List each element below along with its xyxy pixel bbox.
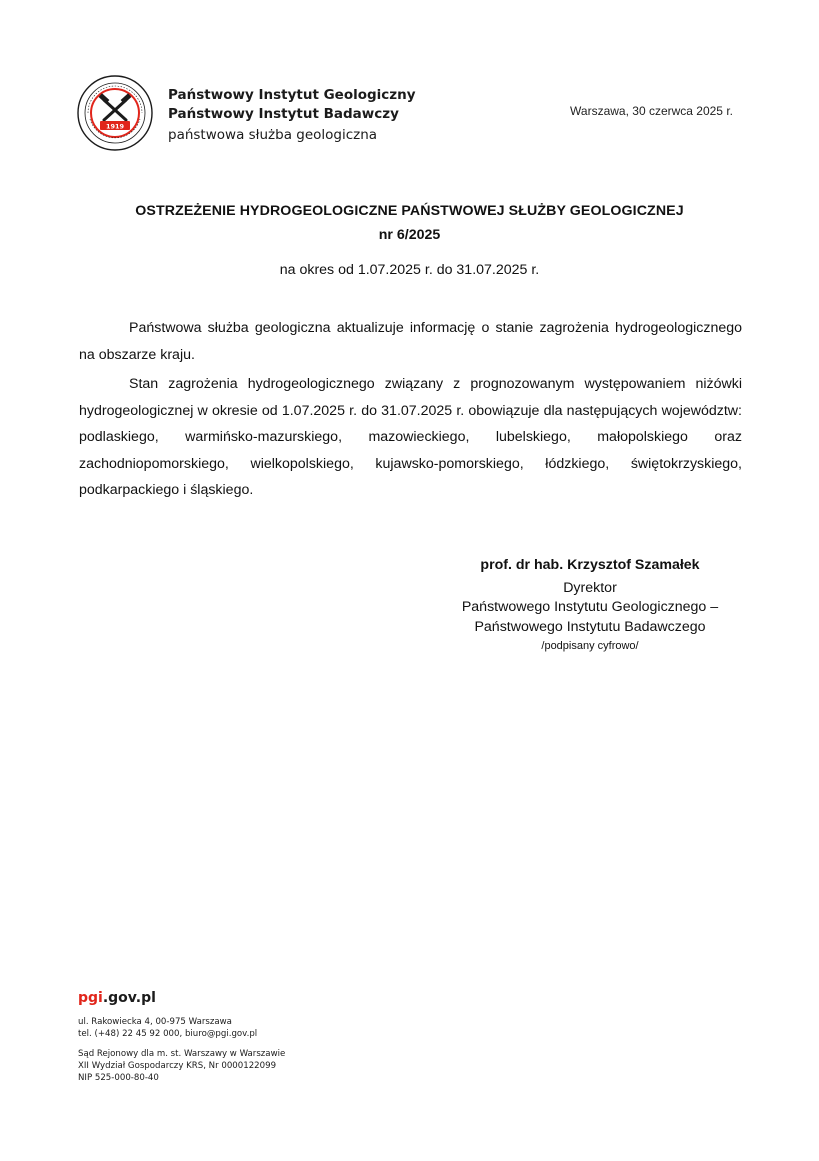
pgi-logo — [76, 74, 154, 152]
paragraph-2: Stan zagrożenia hydrogeologicznego związany z prognozowanym występowaniem niżówki hydrogeologicznej w okresie od 1.07.2025 r. do 31.07.2025 r. obowiązuje dla następujących województw: podlaskiego, warmińsko-mazurskiego, mazowieckiego, lubelskiego, małopolskiego oraz zachodniopomorskiego, wielkopolskiego, kujawsko-pomorskiego, łódzkiego, świętokrzyskiego, podkarpackiego i śląskiego. — [79, 376, 742, 498]
document-number: nr 6/2025 — [378, 227, 441, 243]
document-body — [79, 315, 742, 504]
document-title: OSTRZEŻENIE HYDROGEOLOGICZNE PAŃSTWOWEJ SŁUŻBY GEOLOGICZNEJ — [135, 203, 684, 219]
footer-court-1: Sąd Rejonowy dla m. st. Warszawy w Warszawie — [78, 1049, 286, 1059]
paragraph-1: Państwowa służba geologiczna aktualizuje informację o stanie zagrożenia hydrogeologicznego na obszarze kraju. — [79, 320, 742, 363]
footer-nip: NIP 525-000-80-40 — [78, 1073, 159, 1083]
place-date: Warszawa, 30 czerwca 2025 r. — [570, 104, 733, 118]
brand-red: pgi — [78, 990, 103, 1006]
footer-address: ul. Rakowiecka 4, 00-975 Warszawa — [78, 1017, 232, 1027]
institute-line-3: państwowa służba geologiczna — [168, 127, 378, 143]
logo-year: 1919 — [105, 122, 125, 131]
signature-note: /podpisany cyfrowo/ — [541, 640, 639, 652]
signatory-role-2: Państwowego Instytutu Geologicznego – — [461, 599, 719, 615]
footer-contact: tel. (+48) 22 45 92 000, biuro@pgi.gov.pl — [78, 1029, 258, 1039]
document-period: na okres od 1.07.2025 r. do 31.07.2025 r. — [279, 262, 540, 278]
signatory-name: prof. dr hab. Krzysztof Szamałek — [480, 557, 700, 573]
signatory-role-1: Dyrektor — [563, 579, 617, 596]
footer — [78, 990, 285, 1084]
institute-line-1: Państwowy Instytut Geologiczny — [168, 87, 416, 103]
institute-line-2: Państwowy Instytut Badawczy — [168, 106, 399, 122]
footer-court-2: XII Wydział Gospodarczy KRS, Nr 0000122099 — [78, 1061, 277, 1071]
footer-brand — [78, 990, 285, 1006]
institute-name — [168, 86, 416, 145]
signature-block — [400, 556, 780, 657]
brand-dark: .gov.pl — [102, 990, 156, 1006]
signatory-role-3: Państwowego Instytutu Badawczego — [474, 618, 706, 635]
